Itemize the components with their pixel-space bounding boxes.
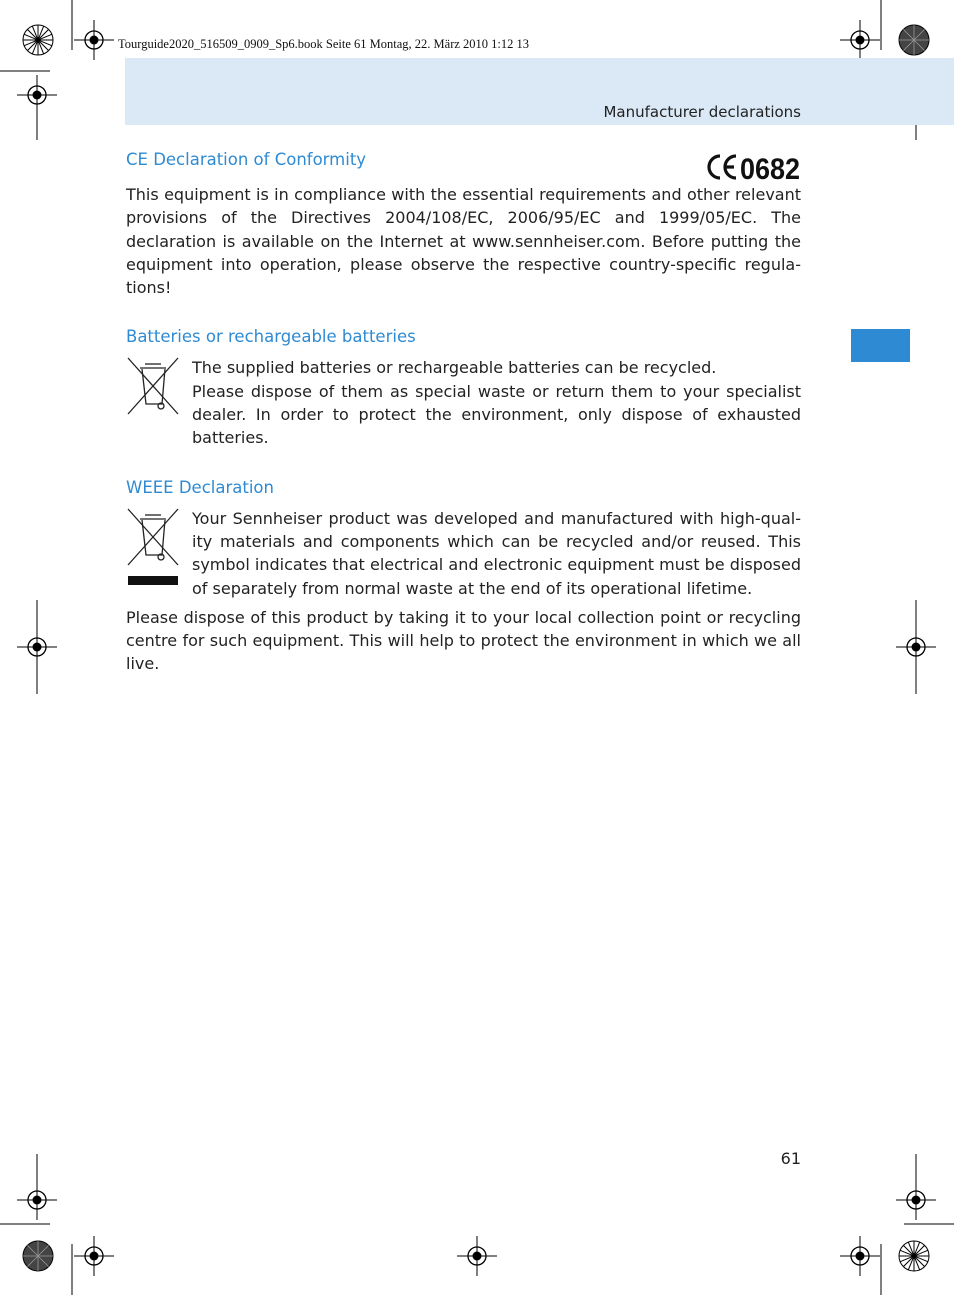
weee-heading: WEEE Declaration [126, 477, 274, 497]
weee-text-after: Please dispose of this product by taking it to your local collection point or recycling centre for such equipment. This will help to protect the environment in which we all live. [126, 607, 801, 674]
crossed-wheelie-bin-icon [126, 356, 180, 416]
header-band [125, 58, 954, 125]
weee-section [126, 476, 801, 676]
batteries-text: Please dispose of them as special waste or return them to your specialist dealer. In order to protect the environment, only dispose of exhausted batteries. [192, 381, 801, 448]
ce-text: This equipment is in compliance with the essential requirements and other relevant provisions of the Directives 2004/108/EC, 2006/95/EC and 1999/05/EC. The declaration is available on the Internet at www.sennheiser.com. Before putting the equipment into operation, please observe the respective country-specific regula-tions! [126, 185, 801, 298]
chapter-tab-marker [851, 329, 910, 362]
weee-text: Your Sennheiser product was developed and manufactured with high-qual-ity materials and components which can be recycled and/or reused. This symbol indicates that electrical and electronic equipment must be disposed of separately from normal waste at the end of its operational lifetime. [192, 508, 801, 598]
ce-heading: CE Declaration of Conformity [126, 150, 367, 169]
batteries-text-line1: The supplied batteries or rechargeable batteries can be recycled. [192, 358, 717, 378]
page-number: 61 [780, 1149, 801, 1168]
batteries-heading: Batteries or rechargeable batteries [126, 327, 416, 347]
ce-section [126, 148, 801, 299]
crossed-wheelie-bin-with-bar-icon [126, 507, 180, 591]
print-slug: Tourguide2020_516509_0909_Sp6.book Seite 61 Montag, 22. März 2010 1:12 13 [118, 37, 530, 51]
batteries-section [126, 325, 801, 449]
ce-mark-number: 0682 [740, 153, 800, 184]
ce-mark-icon [705, 150, 801, 184]
page-content [126, 148, 801, 676]
header-title: Manufacturer declarations [603, 103, 801, 121]
